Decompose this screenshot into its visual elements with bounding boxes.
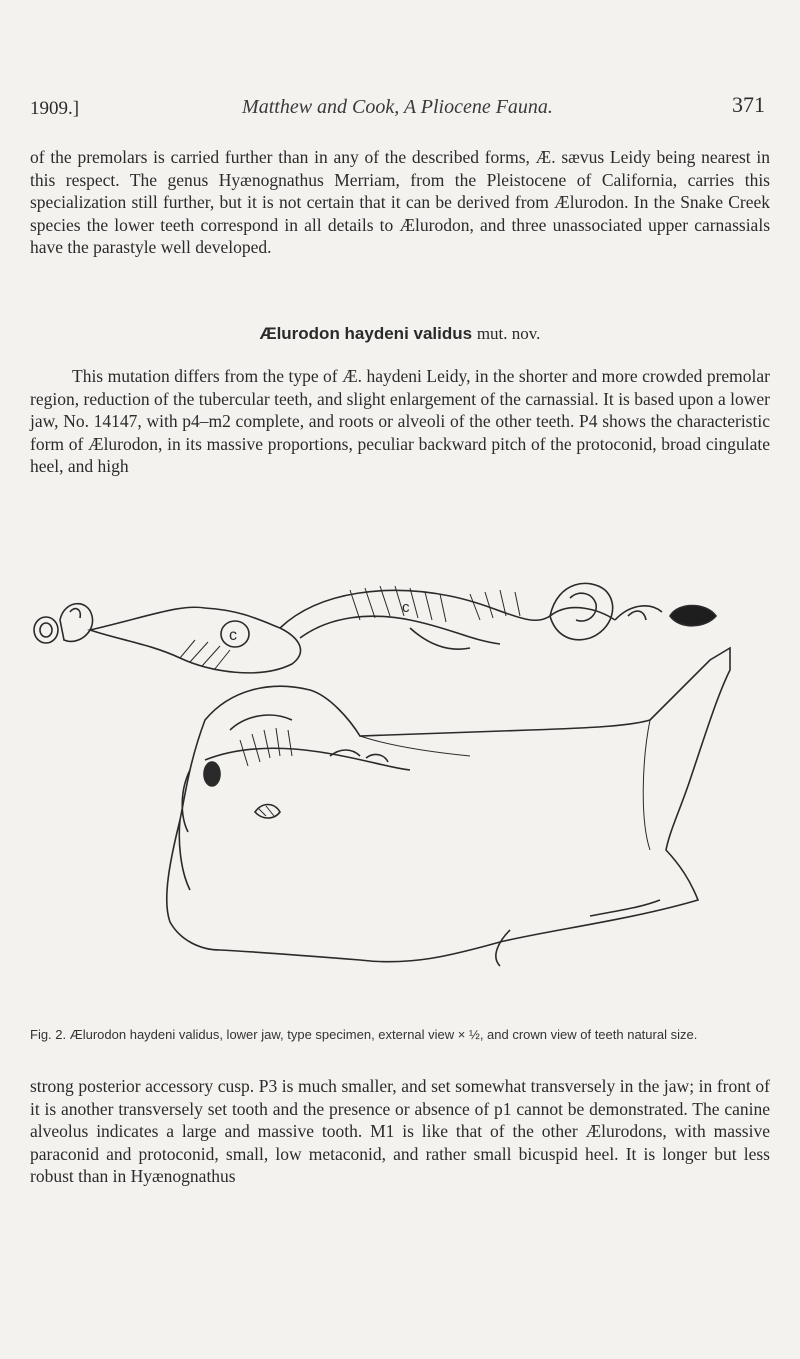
figure-caption: Fig. 2. Ælurodon haydeni validus, lower jaw, type specimen, external view × ½, and crown view of teeth natural size. (30, 1027, 698, 1042)
running-head (30, 92, 765, 122)
svg-text:c: c (402, 599, 410, 616)
svg-text:c: c (229, 627, 237, 644)
paragraph-1: of the premolars is carried further than in any of the described forms, Æ. sævus Leidy being nearest in this respect. The genus Hyænognathus Merriam, from the Pleistocene of California, carries this specialization still further, but it is not certain that it can be derived from Ælurodon. In the Snake Creek species the lower teeth correspond in all details to Ælurodon, and three unassociated upper carnassials have the parastyle well developed. (30, 147, 770, 257)
jaw-external-view (167, 648, 730, 966)
jaw-drawing (30, 520, 770, 1015)
page-number: 371 (732, 92, 765, 117)
header-year: 1909.] (30, 98, 80, 119)
paragraph-2: This mutation differs from the type of Æ. haydeni Leidy, in the shorter and more crowded premolar region, reduction of the tubercular teeth, and slight enlargement of the carnassial. It is based upon a lower jaw, No. 14147, with p4–m2 complete, and roots or alveoli of the other teeth. P4 shows the characteristic form of Ælurodon, in its massive proportions, peculiar backward pitch of the protoconid, broad cingulate heel, and high (30, 366, 770, 476)
section-heading-name: Ælurodon haydeni validus (259, 324, 473, 343)
figure-jaw-illustration (30, 520, 770, 1015)
paragraph-3: strong posterior accessory cusp. P3 is much smaller, and set somewhat transversely in the jaw; in front of it is another transversely set tooth and the presence or absence of p1 cannot be demonstrated. The canine alveolus indicates a large and massive tooth. M1 is like that of the other Ælurodons, with massive paraconid and protoconid, small, low metaconid, and rather small bicuspid heel. It is longer but less robust than in Hyænognathus (30, 1076, 770, 1186)
crown-view-teeth (34, 583, 716, 672)
header-title: Matthew and Cook, A Pliocene Fauna. (242, 96, 553, 118)
section-heading (0, 324, 800, 344)
section-heading-suffix: mut. nov. (476, 324, 541, 343)
